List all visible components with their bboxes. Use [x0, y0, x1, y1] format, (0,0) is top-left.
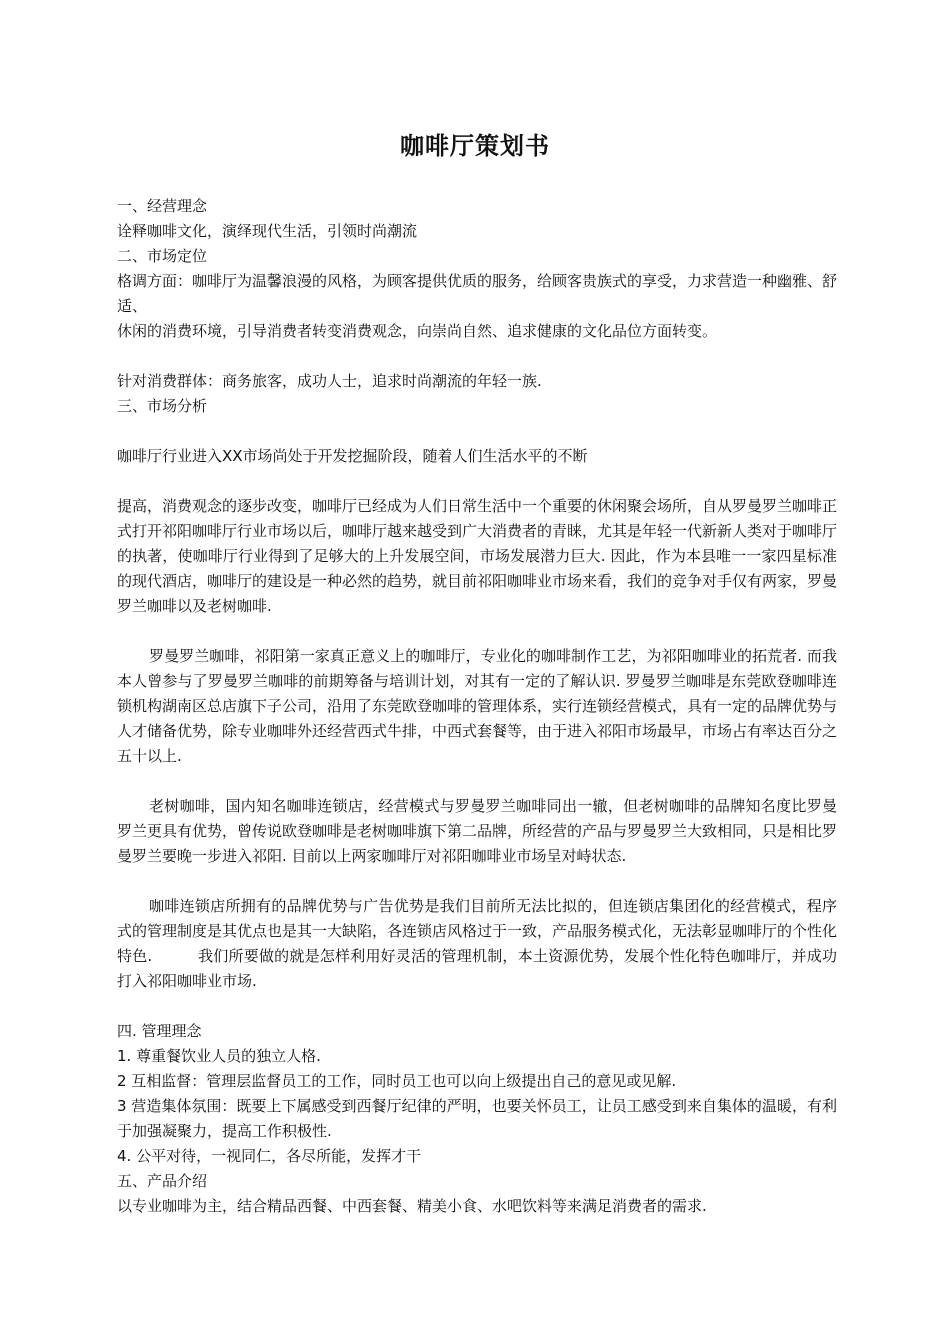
spacer — [117, 769, 837, 794]
market-analysis-paragraph-1: 提高，消费观念的逐步改变，咖啡厅已经成为人们日常生活中一个重要的休闲聚会场所，自从罗曼罗兰咖啡正式打开祁阳咖啡厅行业市场以后，咖啡厅越来越受到广大消费者的青睐，尤其是年轻一代新新人类对于咖啡厅的执著，使咖啡厅行业得到了足够大的上升发展空间，市场发展潜力巨大. 因此，作为本县唯一一家四星标准的现代酒店，咖啡厅的建设是一种必然的趋势，就目前祁阳咖啡业市场来看，我们的竞争对手仅有两家，罗曼罗兰咖啡以及老树咖啡. — [117, 497, 838, 615]
product-introduction-text: 以专业咖啡为主，结合精品西餐、中西套餐、精美小食、水吧饮料等来满足消费者的需求. — [117, 1197, 707, 1215]
market-analysis-paragraph-3: 老树咖啡，国内知名咖啡连锁店，经营模式与罗曼罗兰咖啡同出一辙，但老树咖啡的品牌知名度比罗曼罗兰更具有优势，曾传说欧登咖啡是老树咖啡旗下第二品牌，所经营的产品与罗曼罗兰大致相同，只是相比罗曼罗兰要晚一步进入祁阳. 目前以上两家咖啡厅对祁阳咖啡业市场呈对峙状态. — [117, 797, 838, 865]
management-item-3: 3 营造集体氛围：既要上下属感受到西餐厅纪律的严明，也要关怀员工，让员工感受到来自集体的温暖，有利于加强凝聚力，提高工作积极性. — [117, 1097, 837, 1140]
section-heading-product-introduction: 五、产品介绍 — [117, 1172, 208, 1190]
section-heading-market-analysis: 三、市场分析 — [117, 397, 208, 415]
management-item-2: 2 互相监督：管理层监督员工的工作，同时员工也可以向上级提出自己的意见或见解. — [117, 1072, 677, 1090]
spacer — [117, 469, 837, 494]
document-title: 咖啡厅策划书 — [400, 132, 550, 160]
spacer — [117, 994, 837, 1019]
section-heading-business-philosophy: 一、经营理念 — [117, 197, 208, 215]
spacer — [117, 419, 837, 444]
document-body — [117, 194, 837, 1219]
market-analysis-paragraph-4: 咖啡连锁店所拥有的品牌优势与广告优势是我们目前所无法比拟的，但连锁店集团化的经营模式，程序式的管理制度是其优点也是其一大缺陷，各连锁店风格过于一致，产品服务模式化，无法彰显咖啡厅的个性化特色. 我们所要做的就是怎样利用好灵活的管理机制，本土资源优势，发展个性化特色咖啡厅，并成功打入祁阳咖啡业市场. — [117, 897, 838, 990]
section-heading-market-positioning: 二、市场定位 — [117, 247, 208, 265]
style-paragraph-line1: 格调方面：咖啡厅为温馨浪漫的风格，为顾客提供优质的服务，给顾客贵族式的享受，力求营造一种幽雅、舒适、 — [117, 272, 838, 315]
style-paragraph-line2: 休闲的消费环境，引导消费者转变消费观念，向崇尚自然、追求健康的文化品位方面转变。 — [117, 322, 718, 340]
management-item-1: 1. 尊重餐饮业人员的独立人格. — [117, 1047, 321, 1065]
spacer — [117, 344, 837, 369]
market-analysis-intro: 咖啡厅行业进入XX市场尚处于开发挖掘阶段，随着人们生活水平的不断 — [117, 447, 588, 465]
business-philosophy-text: 诠释咖啡文化，演绎现代生活，引领时尚潮流 — [117, 222, 418, 240]
section-heading-management-philosophy: 四. 管理理念 — [117, 1022, 202, 1040]
target-customers-text: 针对消费群体：商务旅客，成功人士，追求时尚潮流的年轻一族. — [117, 372, 542, 390]
spacer — [117, 619, 837, 644]
management-item-4: 4. 公平对待，一视同仁，各尽所能，发挥才干 — [117, 1147, 422, 1165]
spacer — [117, 869, 837, 894]
market-analysis-paragraph-2: 罗曼罗兰咖啡，祁阳第一家真正意义上的咖啡厅，专业化的咖啡制作工艺，为祁阳咖啡业的拓荒者. 而我本人曾参与了罗曼罗兰咖啡的前期筹备与培训计划，对其有一定的了解认识. 罗曼罗兰咖啡是东莞欧登咖啡连锁机构湖南区总店旗下子公司，沿用了东莞欧登咖啡的管理体系，实行连锁经营模式，具有一定的品牌优势与人才储备优势，除专业咖啡外还经营西式牛排，中西式套餐等，由于进入祁阳市场最早，市场占有率达百分之五十以上. — [117, 647, 838, 765]
